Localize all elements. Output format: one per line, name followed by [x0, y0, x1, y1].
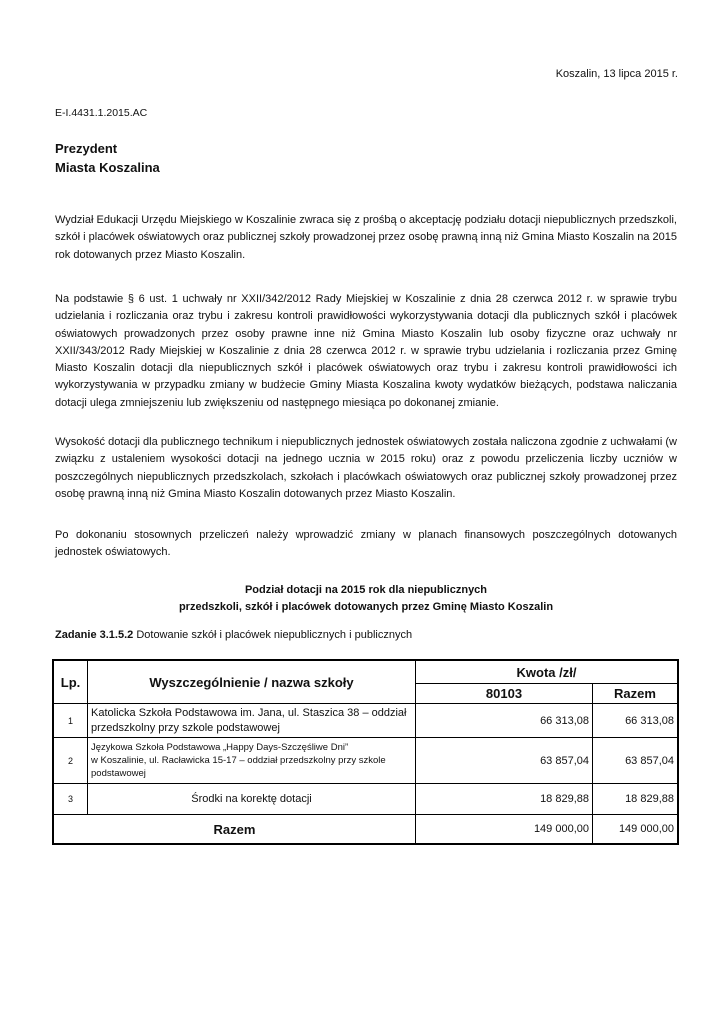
row-name-line: w Koszalinie, ul. Racławicka 15-17 – oddział przedszkolny przy szkole — [91, 755, 386, 766]
table-title — [55, 582, 677, 616]
row-name-line: Językowa Szkoła Podstawowa „Happy Days-Szczęśliwe Dni” — [91, 742, 349, 753]
row-80103: 66 313,08 — [416, 704, 593, 738]
addressee — [55, 139, 160, 177]
row-name: Środki na korektę dotacji — [88, 784, 416, 815]
row-name-line: przedszkolny przy szkole podstawowej — [91, 721, 280, 734]
header-name: Wyszczególnienie / nazwa szkoły — [88, 660, 416, 704]
table-total-row — [53, 815, 678, 845]
total-80103: 149 000,00 — [416, 815, 593, 845]
header-80103: 80103 — [416, 684, 593, 704]
document-date: Koszalin, 13 lipca 2015 r. — [555, 68, 678, 80]
row-total: 66 313,08 — [593, 704, 679, 738]
row-total: 18 829,88 — [593, 784, 679, 815]
table-row — [53, 738, 678, 784]
grant-table — [52, 659, 679, 845]
header-lp: Lp. — [53, 660, 88, 704]
paragraph-conclusion: Po dokonaniu stosownych przeliczeń należy wprowadzić zmiany w planach finansowych poszczególnych dotowanych jednostek oświatowych. — [55, 529, 677, 559]
reference-number: E-I.4431.1.2015.AC — [55, 107, 148, 119]
header-amount: Kwota /zł/ — [416, 660, 679, 684]
row-name — [88, 704, 416, 738]
addressee-line-1: Prezydent — [55, 141, 118, 156]
paragraph-legal-basis: Na podstawie § 6 ust. 1 uchwały nr XXII/342/2012 Rady Miejskiej w Koszalinie z dnia 28 czerwca 2012 r. w sprawie trybu udzielania i rozliczania oraz trybu i zakresu kontroli prawidłowości wykorzystywania dotacji dla publicznych szkół i placówek oświatowych prowadzonych przez osoby prawne inne niż Gmina Miasto Koszalin lub osoby fizyczne oraz uchwały nr XXII/343/2012 Rady Miejskiej w Koszalinie z dnia 28 czerwca 2012 r. w sprawie trybu udzielania i rozliczania przez Gminę Miasto Koszalin dotacji dla niepublicznych szkół i placówek oświatowych oraz trybu i zakresu kontroli prawidłowości ich wykorzystywania w przypadku zmiany w budżecie Gminy Miasta Koszalina kwoty wydatków bieżących, podstawa naliczania dotacji ulega zmniejszeniu lub zwiększeniu od następnego miesiąca po dokonanej zmianie. — [55, 293, 677, 409]
task-text: Dotowanie szkół i placówek niepublicznych i publicznych — [133, 629, 413, 641]
row-lp: 1 — [53, 704, 88, 738]
row-name-line: Katolicka Szkoła Podstawowa im. Jana, ul. Staszica 38 – oddział — [91, 706, 407, 719]
row-80103: 18 829,88 — [416, 784, 593, 815]
table-title-line-2: przedszkoli, szkół i placówek dotowanych przez Gminę Miasto Koszalin — [178, 601, 554, 613]
table-title-line-1: Podział dotacji na 2015 rok dla niepublicznych — [244, 584, 488, 596]
row-lp: 3 — [53, 784, 88, 815]
task-caption — [55, 629, 412, 641]
row-80103: 63 857,04 — [416, 738, 593, 784]
addressee-line-2: Miasta Koszalina — [55, 160, 160, 175]
table-row — [53, 784, 678, 815]
total-label: Razem — [53, 815, 416, 845]
header-total: Razem — [593, 684, 679, 704]
row-lp: 2 — [53, 738, 88, 784]
row-name-line: podstawowej — [91, 768, 146, 779]
task-label: Zadanie 3.1.5.2 — [55, 629, 134, 641]
table-row — [53, 704, 678, 738]
table-header-row — [53, 660, 678, 684]
total-sum: 149 000,00 — [593, 815, 679, 845]
paragraph-calculation: Wysokość dotacji dla publicznego technikum i niepublicznych jednostek oświatowych została naliczona zgodnie z uchwałami (w związku z ustaleniem wysokości dotacji na jednego ucznia w 2015 roku) oraz z powodu przeliczenia liczby uczniów w poszczególnych niepublicznych przedszkolach, szkołach i placówkach oświatowych oraz publicznej szkoły prowadzonej przez osobę prawną inną niż Gmina Miasto Koszalin dotowanych przez Miasto Koszalin. — [55, 436, 677, 500]
row-total: 63 857,04 — [593, 738, 679, 784]
row-name — [88, 738, 416, 784]
paragraph-request: Wydział Edukacji Urzędu Miejskiego w Koszalinie zwraca się z prośbą o akceptację podziału dotacji niepublicznych przedszkoli, szkół i placówek oświatowych oraz publicznej szkoły prowadzonej przez osobę prawną inną niż Gmina Miasto Koszalin na 2015 rok dotowanych przez Miasto Koszalin. — [55, 214, 677, 261]
